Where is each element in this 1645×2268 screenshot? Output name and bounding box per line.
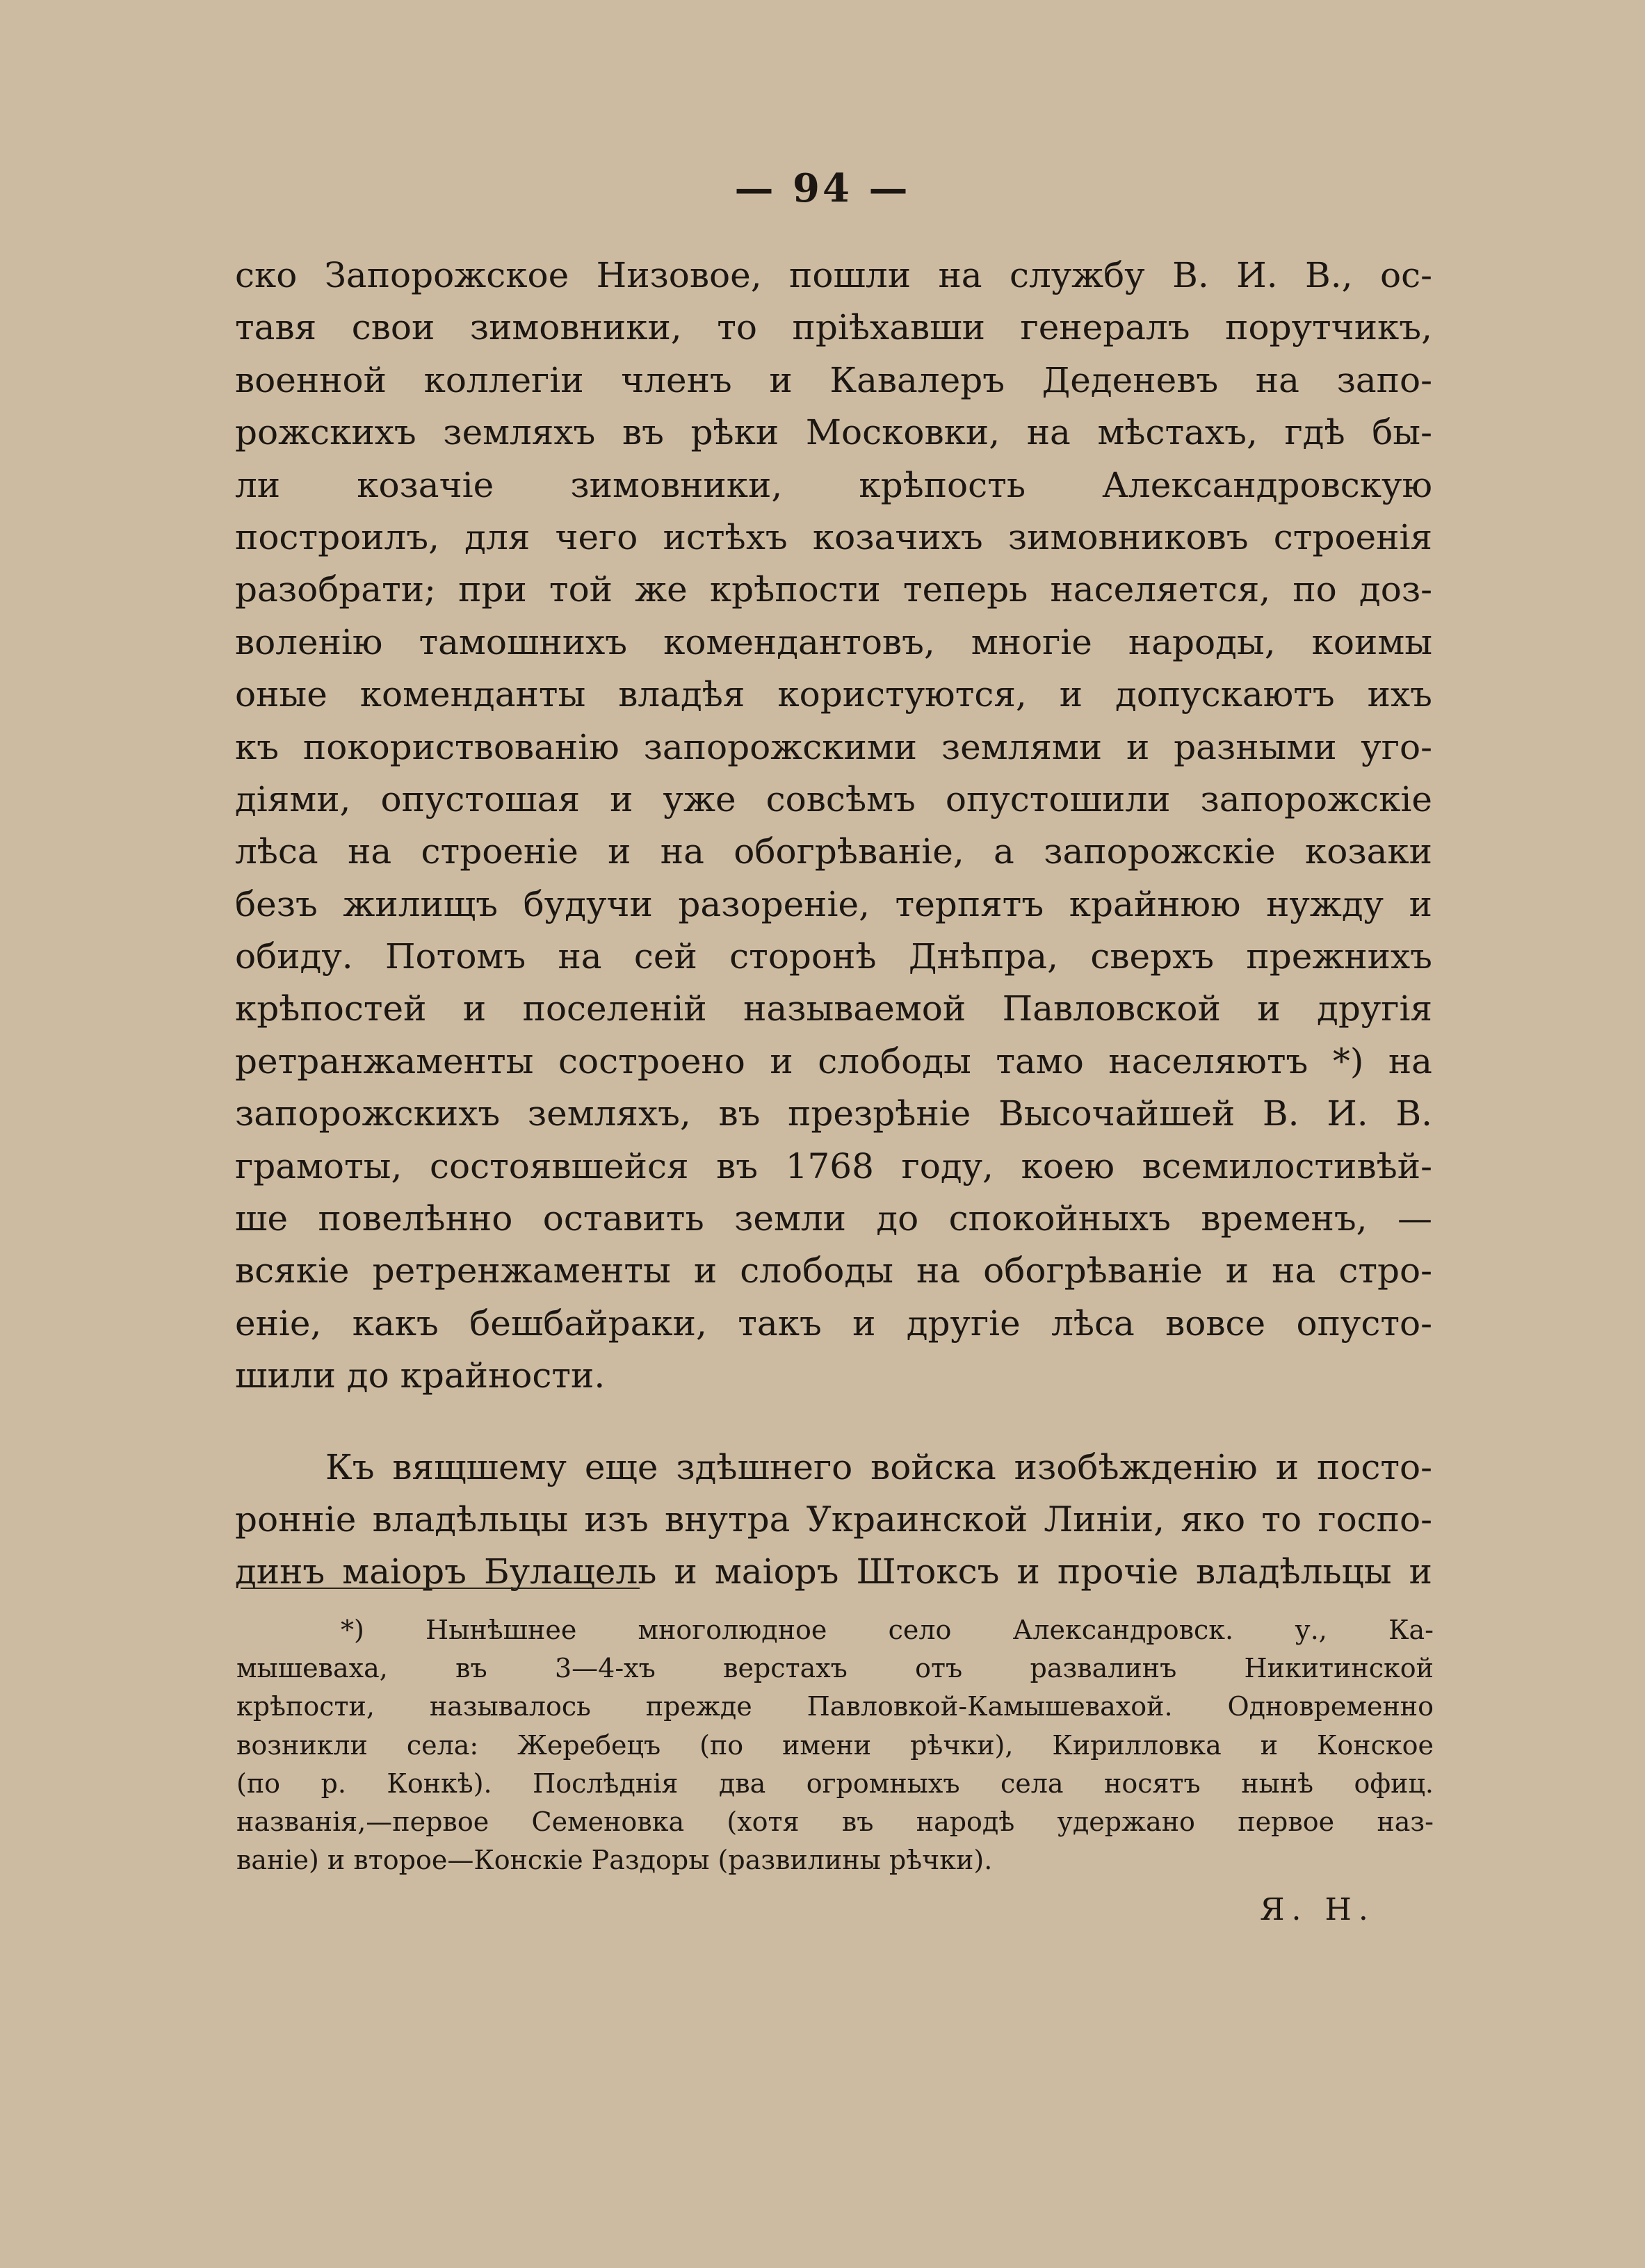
- text-line: ли козачіе зимовники, крѣпость Александровскую: [235, 464, 1432, 505]
- text-line: діями, опустошая и уже совсѣмъ опустошили запорожскіе: [235, 778, 1432, 819]
- text-line: военной коллегіи членъ и Кавалеръ Деденевъ на запо-: [235, 359, 1432, 400]
- text-line: разобрати; при той же крѣпости теперь населяется, по доз-: [235, 569, 1432, 610]
- footnote-signature: Я. Н.: [1260, 1892, 1375, 1927]
- paragraph: [235, 1442, 1432, 1599]
- text-line: Къ вящшему еще здѣшнего войска изобѣжденію и посто-: [325, 1446, 1432, 1487]
- footnote-divider: [241, 1588, 640, 1589]
- text-line: къ покориствованію запорожскими землями и разными уго-: [235, 726, 1432, 767]
- text-line: (по р. Конкѣ). Послѣднія два огромныхъ села носятъ нынѣ офиц.: [236, 1768, 1434, 1799]
- text-line: обиду. Потомъ на сей сторонѣ Днѣпра, сверхъ прежнихъ: [235, 936, 1432, 977]
- text-line: тавя свои зимовники, то пріѣхавши генералъ порутчикъ,: [235, 307, 1432, 348]
- text-line: еніе, какъ бешбайраки, такъ и другіе лѣса вовсе опусто-: [235, 1303, 1432, 1344]
- page-number: — 94 —: [734, 165, 911, 211]
- text-line: построилъ, для чего истѣхъ козачихъ зимовниковъ строенія: [235, 516, 1432, 557]
- text-line: ретранжаменты состроено и слободы тамо населяютъ *) на: [235, 1041, 1432, 1082]
- footnote: [236, 1611, 1434, 1879]
- text-line: лѣса на строеніе и на обогрѣваніе, а запорожскіе козаки: [235, 831, 1432, 872]
- text-line: оные коменданты владѣя користуются, и допускаютъ ихъ: [235, 674, 1432, 715]
- text-line: всякіе ретренжаменты и слободы на обогрѣваніе и на стро-: [235, 1250, 1432, 1291]
- text-line: ше повелѣнно оставить земли до спокойныхъ временъ, —: [235, 1198, 1432, 1239]
- main-text: [235, 250, 1432, 1599]
- text-line: ваніе) и второе—Конскіе Раздоры (развилины рѣчки).: [236, 1845, 993, 1876]
- paragraph-gap: [235, 1403, 1432, 1442]
- text-line: динъ маіоръ Булацель и маіоръ Штоксъ и прочіе владѣльцы и: [235, 1551, 1432, 1592]
- text-line: крѣпости, называлось прежде Павловкой-Камышевахой. Одновременно: [236, 1691, 1434, 1722]
- text-line: *) Нынѣшнее многолюдное село Александровск. у., Ка-: [341, 1615, 1434, 1645]
- text-line: мышеваха, въ 3—4-хъ верстахъ отъ развалинъ Никитинской: [236, 1653, 1434, 1684]
- text-line: ронніе владѣльцы изъ внутра Украинской Линіи, яко то госпо-: [235, 1499, 1432, 1540]
- text-line: возникли села: Жеребецъ (по имени рѣчки), Кирилловка и Конское: [236, 1729, 1434, 1761]
- text-line: запорожскихъ земляхъ, въ презрѣніе Высочайшей В. И. В.: [235, 1093, 1432, 1134]
- text-line: крѣпостей и поселеній называемой Павловской и другія: [235, 988, 1432, 1029]
- paragraph: [235, 250, 1432, 1403]
- text-line: безъ жилищъ будучи разореніе, терпятъ крайнюю нужду и: [235, 883, 1432, 924]
- text-line: рожскихъ земляхъ въ рѣки Московки, на мѣстахъ, гдѣ бы-: [235, 412, 1432, 453]
- text-line: шили до крайности.: [235, 1355, 606, 1396]
- text-line: воленію тамошнихъ комендантовъ, многіе народы, коимы: [235, 621, 1432, 662]
- text-line: ско Запорожское Низовое, пошли на службу В. И. В., ос-: [235, 255, 1432, 295]
- text-line: названія,—первое Семеновка (хотя въ народѣ удержано первое наз-: [236, 1806, 1434, 1837]
- text-line: грамоты, состоявшейся въ 1768 году, коею всемилостивѣй-: [235, 1145, 1432, 1186]
